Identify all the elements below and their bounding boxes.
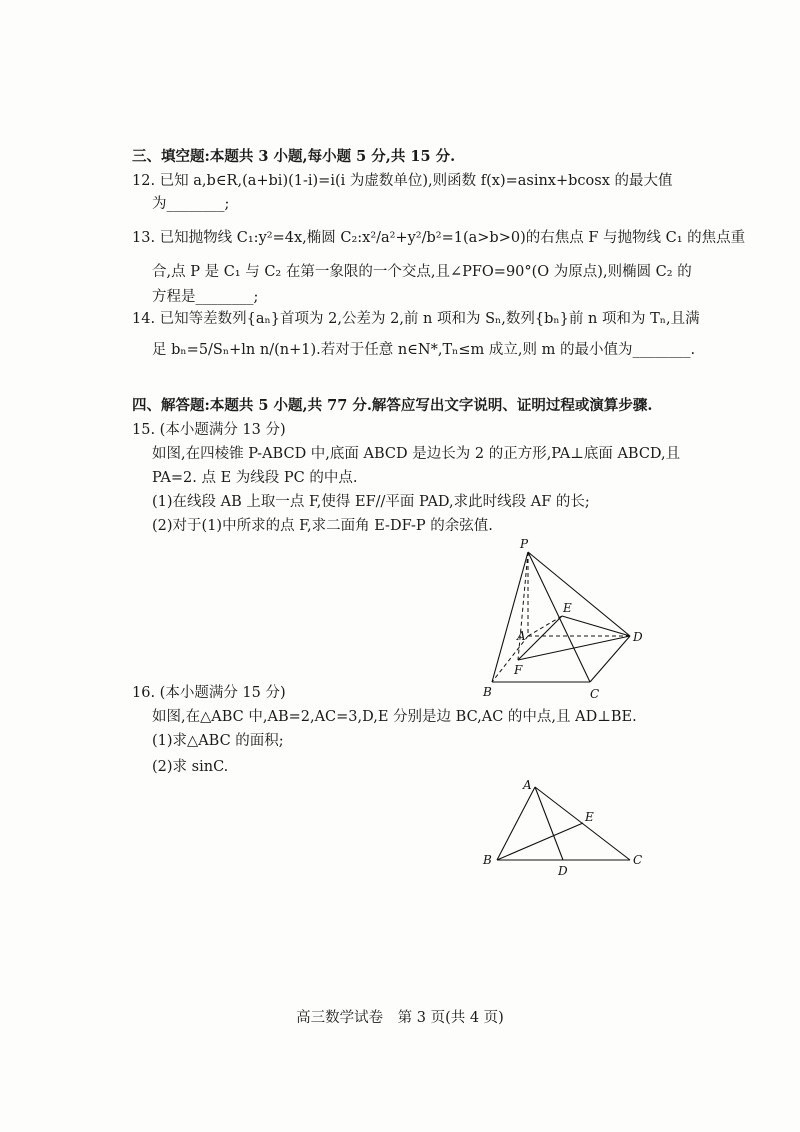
edge-PC xyxy=(528,552,590,682)
section3-heading: 三、填空题:本题共 3 小题,每小题 5 分,共 15 分. xyxy=(132,148,456,165)
q16-line1: 如图,在△ABC 中,AB=2,AC=3,D,E 分别是边 BC,AC 的中点,且 AD⊥BE. xyxy=(152,709,637,725)
q15-line1: 如图,在四棱锥 P-ABCD 中,底面 ABCD 是边长为 2 的正方形,PA⊥底面 ABCD,且 xyxy=(152,446,681,462)
q15-part2: (2)对于(1)中所求的点 F,求二面角 E-DF-P 的余弦值. xyxy=(152,518,493,534)
edge-PD xyxy=(528,552,630,636)
q14-line1: 14. 已知等差数列{aₙ}首项为 2,公差为 2,前 n 项和为 Sₙ,数列{bₙ}前 n 项和为 Tₙ,且满 xyxy=(132,311,700,327)
triangle-figure xyxy=(475,775,655,880)
q16-part1: (1)求△ABC 的面积; xyxy=(152,733,284,749)
label-E: E xyxy=(563,601,572,615)
label-P: P xyxy=(520,537,529,551)
q12-line1: 12. 已知 a,b∈R,(a+bi)(1-i)=i(i 为虚数单位),则函数 f(x)=asinx+bcosx 的最大值 xyxy=(132,173,673,189)
label-B: B xyxy=(483,685,492,699)
section4-heading: 四、解答题:本题共 5 小题,共 77 分.解答应写出文字说明、证明过程或演算步骤. xyxy=(132,397,653,414)
q15-title: 15. (本小题满分 13 分) xyxy=(132,422,286,438)
pyramid-figure xyxy=(470,530,660,705)
q14-line2: 足 bₙ=5/Sₙ+ln n/(n+1).若对于任意 n∈N*,Tₙ≤m 成立,则 m 的最小值为________. xyxy=(152,342,696,358)
label-C: C xyxy=(633,853,643,867)
q13-line2: 合,点 P 是 C₁ 与 C₂ 在第一象限的一个交点,且∠PFO=90°(O 为原点),则椭圆 C₂ 的 xyxy=(152,264,692,280)
q15-line2: PA=2. 点 E 为线段 PC 的中点. xyxy=(152,470,358,486)
label-A: A xyxy=(517,629,526,643)
q15-part1: (1)在线段 AB 上取一点 F,使得 EF//平面 PAD,求此时线段 AF 的长; xyxy=(152,494,590,510)
q13-line3: 方程是________; xyxy=(152,289,259,305)
median-BE xyxy=(497,823,583,860)
edge-FD xyxy=(518,636,630,660)
edge-ED xyxy=(562,616,630,636)
side-AB xyxy=(497,787,535,860)
label-D: D xyxy=(558,864,568,878)
label-F: F xyxy=(514,663,523,677)
q12-line2: 为________; xyxy=(152,196,230,212)
label-C: C xyxy=(590,687,600,701)
label-A: A xyxy=(523,778,532,792)
label-D: D xyxy=(633,630,643,644)
label-E: E xyxy=(585,810,594,824)
q16-title: 16. (本小题满分 15 分) xyxy=(132,685,286,701)
edge-PB xyxy=(492,552,528,682)
page-footer: 高三数学试卷 第 3 页(共 4 页) xyxy=(296,1010,504,1026)
q16-part2: (2)求 sinC. xyxy=(152,759,229,775)
label-B: B xyxy=(483,853,492,867)
q13-line1: 13. 已知抛物线 C₁:y²=4x,椭圆 C₂:x²/a²+y²/b²=1(a>b>0)的右焦点 F 与抛物线 C₁ 的焦点重 xyxy=(132,230,746,246)
